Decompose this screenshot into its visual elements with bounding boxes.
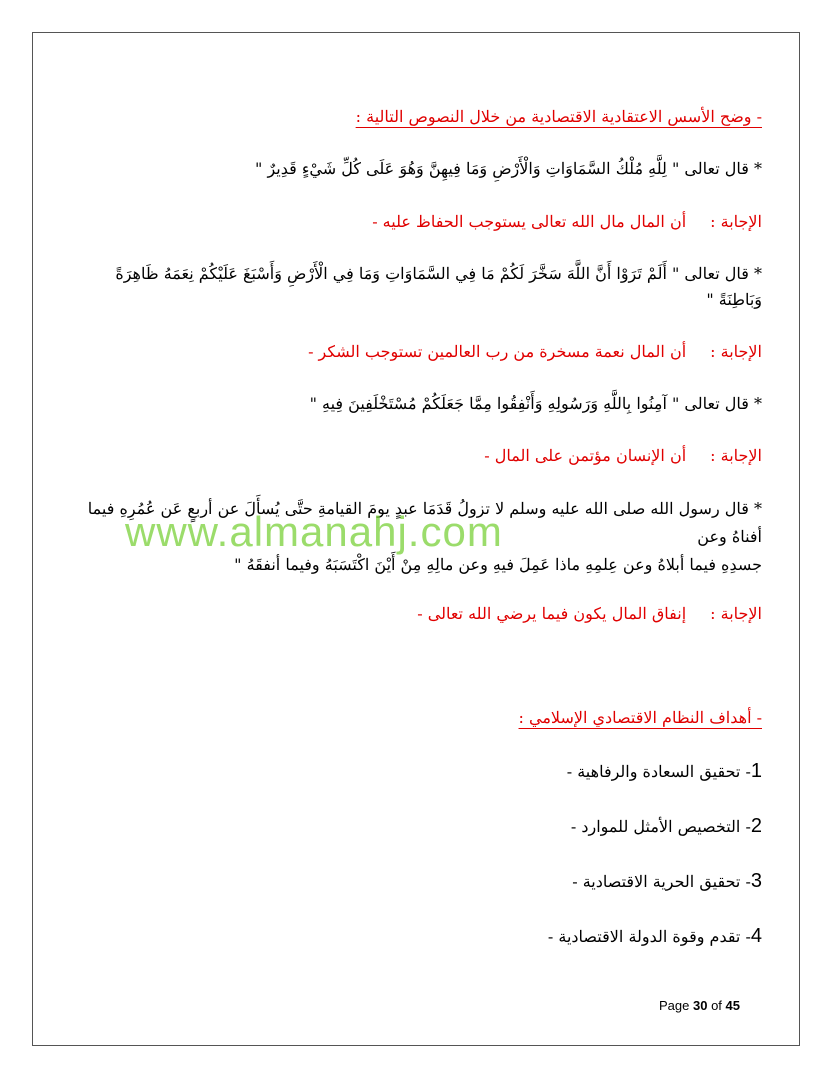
footer-prefix: Page — [659, 998, 693, 1013]
current-page-number: 30 — [692, 998, 708, 1013]
answer-text: أن المال مال الله تعالى يستوجب الحفاظ عليه - — [372, 212, 687, 231]
goal-item-2 — [72, 813, 762, 840]
goal-item-4 — [72, 923, 762, 950]
answer-text: أن المال نعمة مسخرة من رب العالمين تستوجب الشكر - — [308, 342, 687, 361]
goal-item-3 — [72, 868, 762, 895]
answer-label: الإجابة : — [710, 446, 762, 465]
goal-number: 1 — [750, 760, 762, 782]
answer-1 — [72, 209, 762, 235]
answer-4 — [72, 601, 762, 627]
answer-text: إنفاق المال يكون فيما يرضي الله تعالى - — [417, 604, 687, 623]
goal-text: - تقدم وقوة الدولة الاقتصادية - — [547, 927, 751, 946]
goal-number: 4 — [750, 925, 762, 947]
page-content — [72, 104, 762, 950]
quote-3: * قال تعالى " آمِنُوا بِاللَّهِ وَرَسُولِهِ وَأَنْفِقُوا مِمَّا جَعَلَكُمْ مُسْتَخْلَفِينَ فِيهِ " — [309, 394, 762, 413]
quote-4-line-1: * قال رسول الله صلى الله عليه وسلم لا تزولُ قَدَمَا عبدٍ يومَ القيامةِ حتَّى يُسأَلَ عن أربعٍ عَن عُمُرِهِ فيما أفناهُ وعن — [87, 499, 762, 546]
answer-3 — [72, 443, 762, 469]
goal-text: - تحقيق الحرية الاقتصادية - — [572, 872, 751, 891]
quote-4-line-2: جسدِهِ فيما أبلاهُ وعن عِلمِهِ ماذا عَمِلَ فيهِ وعن مالِهِ مِنْ أَيْنَ اكْتَسَبَهُ وفيما أنفقَهُ " — [234, 555, 762, 574]
goal-text: - تحقيق السعادة والرفاهية - — [566, 762, 751, 781]
goal-item-1 — [72, 758, 762, 785]
quote-2: * قال تعالى " أَلَمْ تَرَوْا أَنَّ اللَّهَ سَخَّرَ لَكُمْ مَا فِي السَّمَاوَاتِ وَمَا فِي الْأَرْضِ وَأَسْبَغَ عَلَيْكُمْ نِعَمَهُ ظَاهِرَةً وَبَاطِنَةً " — [115, 264, 762, 309]
watermark: www.almanahj.com — [125, 508, 503, 555]
answer-label: الإجابة : — [710, 604, 762, 623]
answer-label: الإجابة : — [710, 212, 762, 231]
goal-text: - التخصيص الأمثل للموارد - — [570, 817, 751, 836]
goal-number: 3 — [750, 870, 762, 892]
section-heading-goals: - أهداف النظام الاقتصادي الإسلامي : — [518, 708, 762, 727]
total-page-number: 45 — [725, 998, 740, 1013]
answer-text: أن الإنسان مؤتمن على المال - — [484, 446, 687, 465]
goal-number: 2 — [750, 815, 762, 837]
answer-label: الإجابة : — [710, 342, 762, 361]
page-number-footer — [659, 998, 740, 1013]
answer-2 — [72, 339, 762, 365]
quote-1: * قال تعالى " لِلَّهِ مُلْكُ السَّمَاوَاتِ وَالْأَرْضِ وَمَا فِيهِنَّ وَهُوَ عَلَى كُلِّ شَيْءٍ قَدِيرٌ " — [255, 159, 762, 178]
footer-middle: of — [707, 998, 726, 1013]
section-heading-foundations: - وضح الأسس الاعتقادية الاقتصادية من خلال النصوص التالية : — [355, 107, 762, 126]
